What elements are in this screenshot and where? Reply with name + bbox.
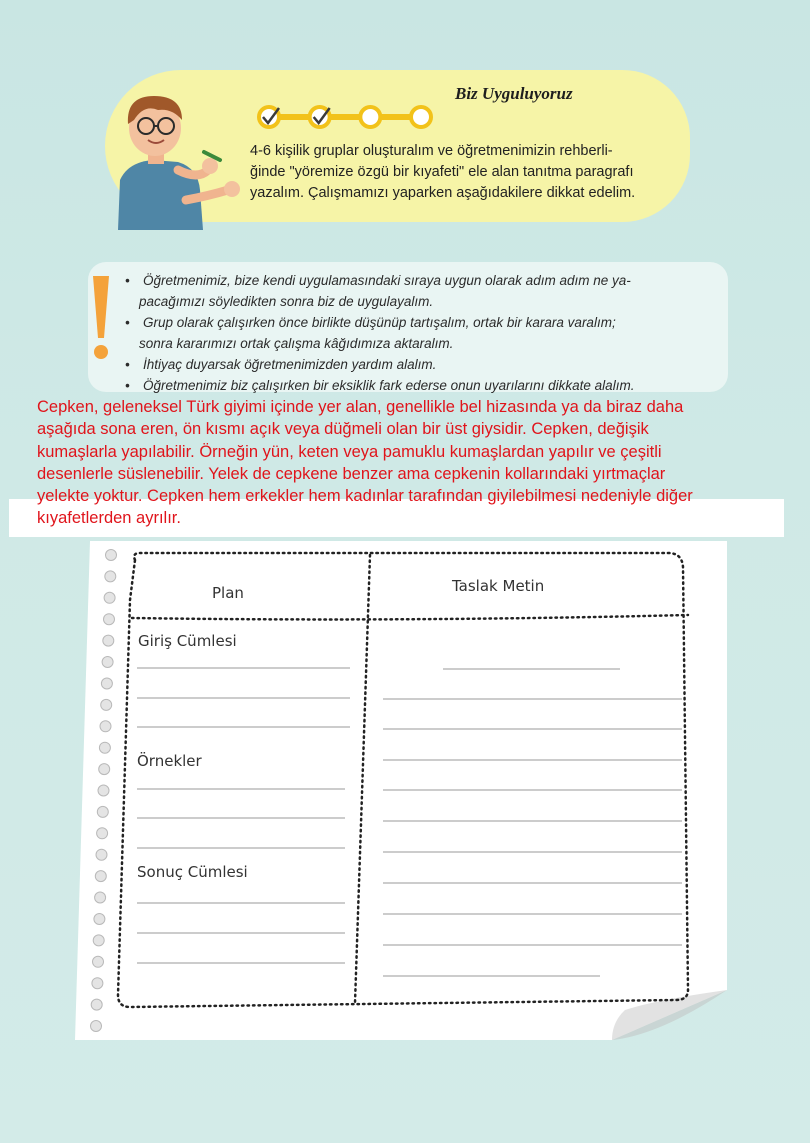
tip-item: • İhtiyaç duyarsak öğretmenimizden yardım alalım. bbox=[125, 357, 437, 372]
binding-hole bbox=[103, 635, 114, 646]
intro-line: yazalım. Çalışmamızı yaparken aşağıdakilere dikkat edelim. bbox=[250, 185, 636, 201]
binding-hole bbox=[93, 935, 104, 946]
binding-hole bbox=[91, 999, 102, 1010]
plan-column-header: Plan bbox=[212, 584, 244, 602]
tip-item: • Öğretmenimiz biz çalışırken bir eksiklik fark ederse onun uyarılarını dikkate alalım. bbox=[125, 378, 635, 393]
binding-hole bbox=[95, 892, 106, 903]
tip-item: • Grup olarak çalışırken önce birlikte düşünüp tartışalım, ortak bir karara varalım; bbox=[125, 315, 616, 330]
intro-sentence-label: Giriş Cümlesi bbox=[138, 632, 237, 650]
binding-hole bbox=[105, 571, 116, 582]
overlay-line: kumaşlarla yapılabilir. Örneğin yün, keten veya pamuklu kumaşlardan yapılır ve çeşitli bbox=[37, 442, 662, 461]
overlay-line: desenlerle süslenebilir. Yelek de cepkene benzer ama cepkenin kollarındaki yırtmaçlar bbox=[37, 464, 666, 483]
binding-hole bbox=[93, 956, 104, 967]
tip-item: • Öğretmenimiz, bize kendi uygulamasındaki sıraya uygun olarak adım adım ne ya- bbox=[125, 273, 631, 288]
binding-hole bbox=[98, 785, 109, 796]
overlay-paragraph bbox=[37, 396, 782, 530]
binding-hole bbox=[101, 678, 112, 689]
binding-hole bbox=[92, 978, 103, 989]
conclusion-sentence-label: Sonuç Cümlesi bbox=[137, 863, 248, 881]
binding-hole bbox=[99, 742, 110, 753]
tip-item-continuation: sonra kararımızı ortak çalışma kâğıdımıza aktaralım. bbox=[139, 336, 454, 351]
examples-label: Örnekler bbox=[137, 752, 202, 770]
overlay-line: aşağıda sona eren, ön kısmı açık veya düğmeli olan bir üst giysidir. Cepken, değişik bbox=[37, 420, 649, 439]
binding-hole bbox=[100, 721, 111, 732]
binding-hole bbox=[101, 699, 112, 710]
binding-hole bbox=[102, 657, 113, 668]
overlay-line: yelekte yoktur. Cepken hem erkekler hem kadınlar tarafından giyilebilmesi nedeniyle diğer bbox=[37, 487, 693, 506]
binding-hole bbox=[95, 871, 106, 882]
binding-hole bbox=[106, 550, 117, 561]
overlay-line: kıyafetlerden ayrılır. bbox=[37, 509, 181, 528]
binding-hole bbox=[97, 828, 108, 839]
binding-hole bbox=[99, 764, 110, 775]
overlay-line: Cepken, geleneksel Türk giyimi içinde yer alan, genellikle bel hizasında ya da biraz daha bbox=[37, 398, 684, 416]
draft-column-header: Taslak Metin bbox=[452, 577, 545, 595]
binding-hole bbox=[104, 614, 115, 625]
binding-hole bbox=[104, 592, 115, 603]
intro-line: 4-6 kişilik gruplar oluşturalım ve öğretmenimizin rehberli- bbox=[250, 143, 613, 159]
binding-hole bbox=[91, 1021, 102, 1032]
binding-hole bbox=[96, 849, 107, 860]
tip-item-continuation: pacağımızı söyledikten sonra biz de uygulayalım. bbox=[139, 294, 434, 309]
binding-hole bbox=[94, 914, 105, 925]
section-title: Biz Uyguluyoruz bbox=[455, 84, 573, 103]
binding-hole bbox=[97, 806, 108, 817]
intro-line: ğinde "yöremize özgü bir kıyafeti" ele alan tanıtma paragrafı bbox=[250, 164, 634, 180]
